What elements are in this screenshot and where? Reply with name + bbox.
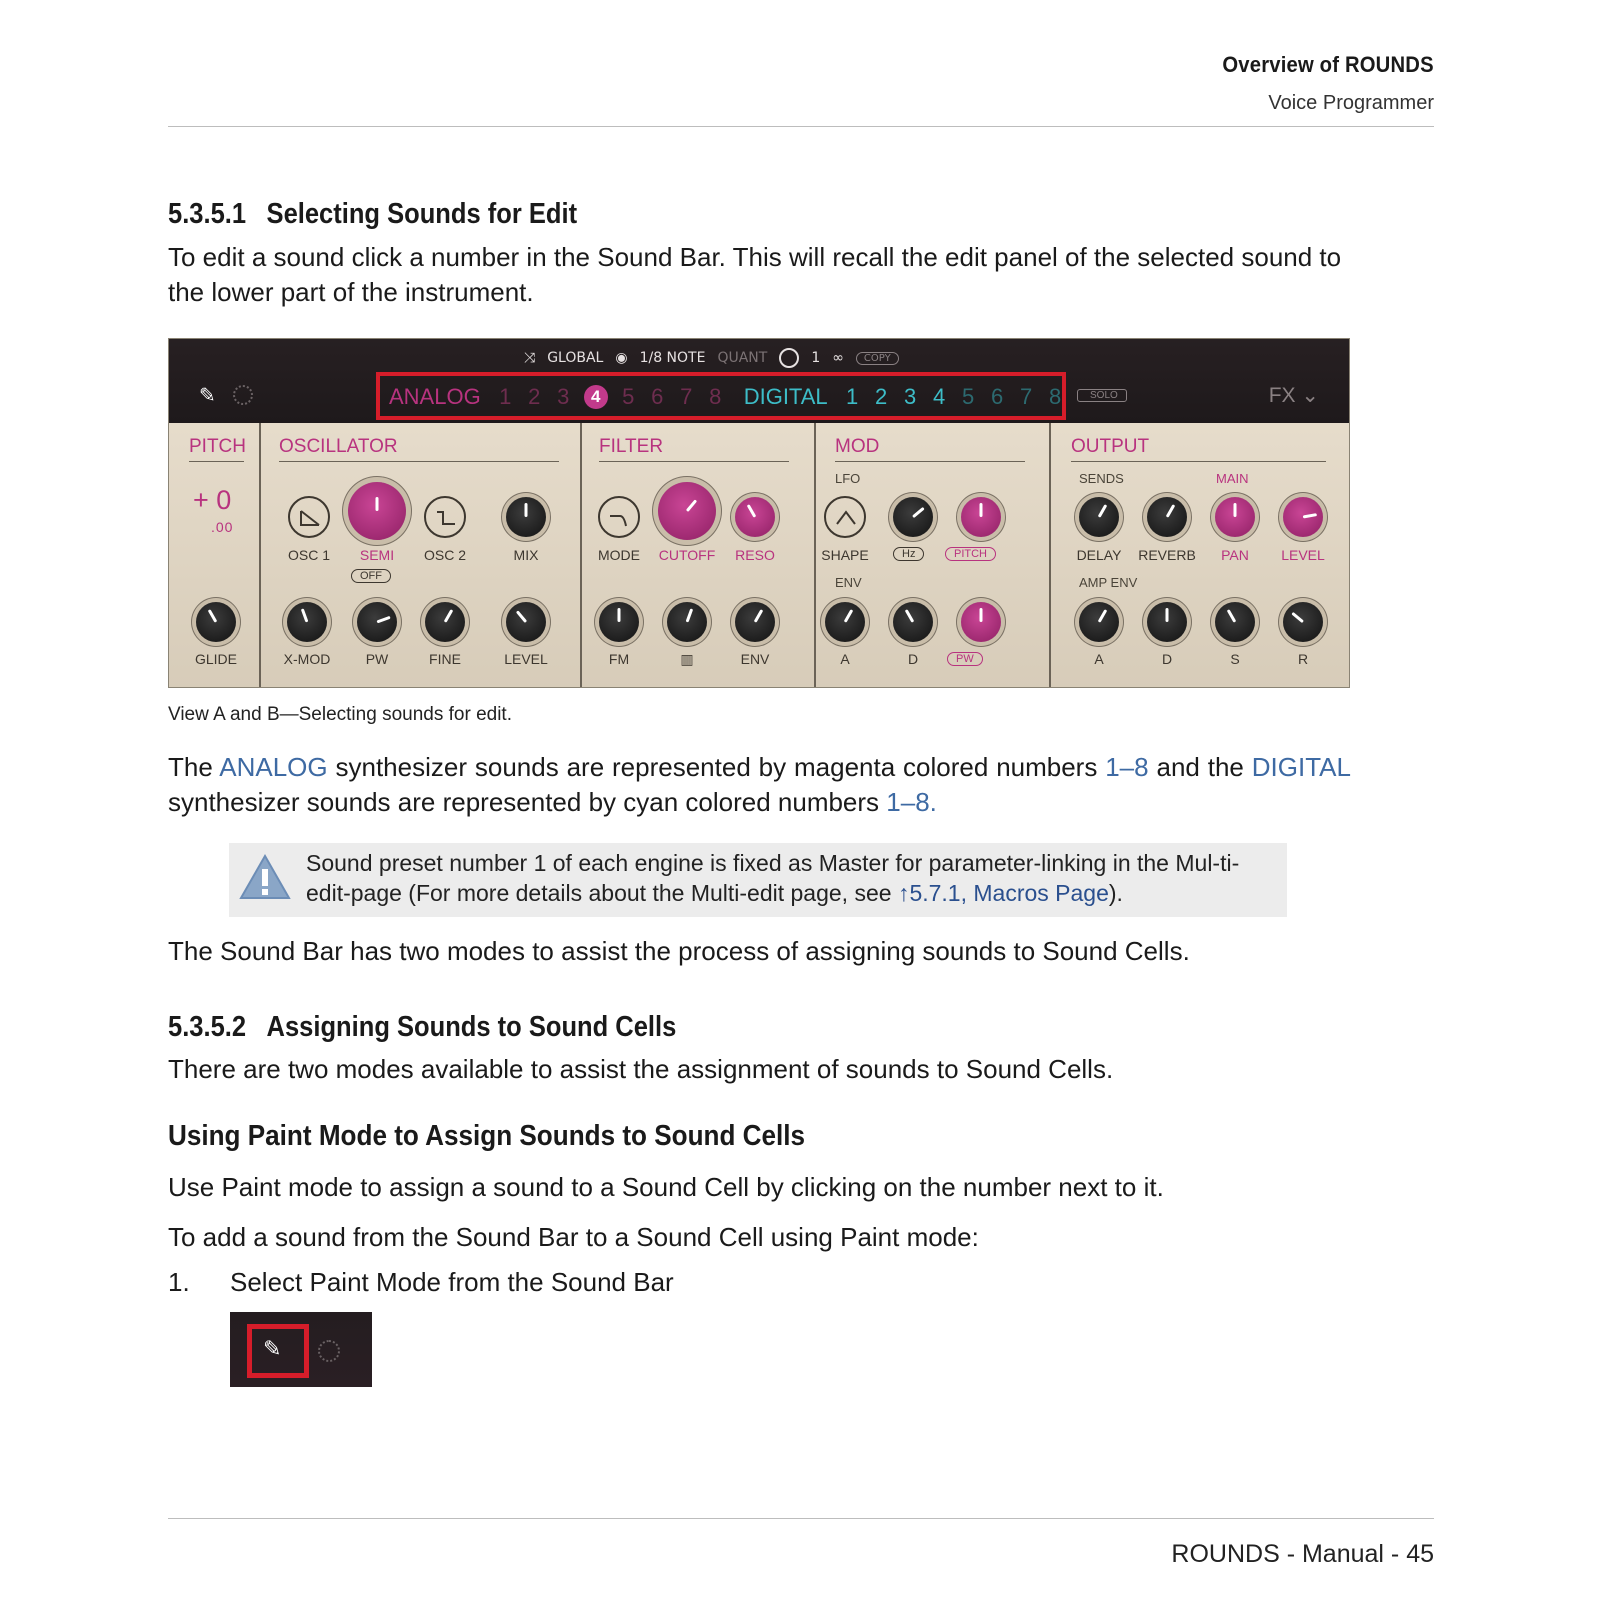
shuffle-icon: ⤨	[524, 350, 536, 366]
solo-button[interactable]: SOLO	[1077, 389, 1127, 402]
output-level-knob[interactable]	[1283, 497, 1323, 537]
xmod-label: X-MOD	[283, 651, 331, 667]
analog-sound-8[interactable]: 8	[709, 384, 722, 409]
cutoff-label: CUTOFF	[658, 547, 716, 563]
osc1-label: OSC 1	[287, 547, 331, 563]
footer-divider	[168, 1518, 1434, 1519]
sound-bar-modes-paragraph: The Sound Bar has two modes to assist the process of assigning sounds to Sound Cells.	[168, 936, 1190, 966]
digital-term: DIGITAL	[1251, 752, 1350, 782]
global-row	[524, 345, 899, 371]
pitch-title: PITCH	[189, 436, 246, 457]
text: synthesizer sounds are represented by cyan colored numbers	[168, 787, 887, 817]
keytrack-knob[interactable]	[667, 602, 707, 642]
analog-sound-3[interactable]: 3	[557, 384, 570, 409]
reverb-knob[interactable]	[1147, 497, 1187, 537]
delay-knob[interactable]	[1079, 497, 1119, 537]
digital-sound-7[interactable]: 7	[1020, 384, 1033, 409]
analog-sound-6[interactable]: 6	[651, 384, 664, 409]
xmod-knob[interactable]	[287, 602, 327, 642]
output-level-label: LEVEL	[1281, 547, 1325, 563]
sends-label: SENDS	[1079, 471, 1124, 486]
mode-label: MODE	[598, 547, 640, 563]
filter-env-knob[interactable]	[735, 602, 775, 642]
chevron-down-icon: ⌄	[1301, 384, 1319, 407]
shape-label: SHAPE	[821, 547, 869, 563]
amp-release-knob[interactable]	[1283, 602, 1323, 642]
title-rule	[835, 461, 1025, 462]
text: ).	[1108, 880, 1123, 906]
filter-title: FILTER	[599, 436, 664, 457]
mod-attack-knob[interactable]	[825, 602, 865, 642]
digital-sound-8[interactable]: 8	[1049, 384, 1062, 409]
pitch-fine-value[interactable]: .00	[211, 519, 234, 535]
pan-knob[interactable]	[1215, 497, 1255, 537]
pitch-target-button[interactable]: PITCH	[945, 547, 996, 561]
osc1-saw-wave-icon[interactable]	[288, 496, 330, 538]
mod-pw-knob[interactable]	[961, 602, 1001, 642]
osc2-square-wave-icon[interactable]	[424, 496, 466, 538]
title-rule	[599, 461, 789, 462]
lfo-label: LFO	[835, 471, 861, 486]
paint-brush-icon[interactable]: ✎	[199, 385, 216, 407]
analog-sound-5[interactable]: 5	[622, 384, 635, 409]
text: Sound preset number 1 of each engine is fixed as Master for parameter-linking in the Mul-ti-edit-page (For more details about the Multi-edit page, see	[306, 850, 1240, 906]
paint-mode-screenshot	[230, 1312, 372, 1387]
global-label: GLOBAL	[547, 350, 604, 366]
sync-off-button[interactable]: OFF	[351, 569, 391, 583]
keyboard-icon: ▥	[680, 651, 694, 667]
section-heading-5-3-5-2	[168, 1011, 676, 1044]
delay-label: DELAY	[1076, 547, 1122, 563]
step-1	[168, 1265, 1350, 1300]
step-text: Select Paint Mode from the Sound Bar	[230, 1267, 674, 1297]
pw-target-button[interactable]: PW	[947, 652, 983, 666]
subsection-heading: Using Paint Mode to Assign Sounds to Sound Cells	[168, 1120, 806, 1152]
section-title: Selecting Sounds for Edit	[266, 198, 578, 230]
reverb-label: REVERB	[1138, 547, 1196, 563]
copy-button[interactable]: COPY	[856, 352, 899, 365]
digital-sound-1[interactable]: 1	[846, 384, 859, 409]
header-chapter-title: Overview of ROUNDS	[1222, 52, 1434, 77]
digital-sound-5[interactable]: 5	[962, 384, 975, 409]
title-rule	[279, 461, 559, 462]
sound-bar	[389, 377, 1064, 417]
main-label: MAIN	[1216, 471, 1249, 486]
digital-sound-3[interactable]: 3	[904, 384, 917, 409]
title-rule	[189, 461, 244, 462]
glide-label: GLIDE	[194, 651, 238, 667]
reso-knob[interactable]	[735, 497, 775, 537]
lfo-shape-triangle-icon[interactable]	[824, 496, 866, 538]
random-mode-icon[interactable]	[233, 385, 253, 405]
warning-note	[229, 843, 1287, 917]
analog-sound-2[interactable]: 2	[528, 384, 541, 409]
paint-mode-paragraph-2: To add a sound from the Sound Bar to a Sound Cell using Paint mode:	[168, 1222, 979, 1252]
quant-label: QUANT	[717, 350, 768, 366]
note-label: 1/8 NOTE	[639, 350, 706, 366]
random-mode-icon[interactable]	[318, 1340, 340, 1362]
osc-level-label: LEVEL	[504, 651, 548, 667]
quant-value: 1	[811, 350, 821, 366]
digital-sound-6[interactable]: 6	[991, 384, 1004, 409]
mod-title: MOD	[835, 436, 880, 457]
color-explanation-paragraph	[168, 750, 1350, 820]
osc2-label: OSC 2	[423, 547, 467, 563]
pan-label: PAN	[1221, 547, 1249, 563]
section2-intro: There are two modes available to assist the assignment of sounds to Sound Cells.	[168, 1054, 1114, 1084]
quant-knob-icon[interactable]	[779, 348, 799, 368]
env-mod-label: ENV	[835, 575, 862, 590]
oscillator-title: OSCILLATOR	[279, 436, 398, 457]
note-text	[306, 848, 1274, 908]
section-divider	[1049, 423, 1051, 688]
amp-r-label: R	[1297, 651, 1309, 667]
analog-sound-7[interactable]: 7	[680, 384, 693, 409]
analog-sound-4-selected[interactable]: 4	[584, 385, 608, 409]
mod-decay-knob[interactable]	[893, 602, 933, 642]
pw-label: PW	[365, 651, 389, 667]
section-number: 5.3.5.1	[168, 198, 247, 230]
page-footer: ROUNDS - Manual - 45	[1171, 1540, 1434, 1568]
header-section-title: Voice Programmer	[1268, 92, 1434, 114]
section-divider	[580, 423, 582, 688]
fine-label: FINE	[429, 651, 461, 667]
output-title: OUTPUT	[1071, 436, 1150, 457]
cutoff-knob[interactable]	[658, 482, 716, 540]
section-number: 5.3.5.2	[168, 1011, 247, 1043]
pitch-value[interactable]: + 0	[193, 485, 232, 515]
title-rule	[1071, 461, 1326, 462]
fine-knob[interactable]	[425, 602, 465, 642]
lfo-rate-knob[interactable]	[893, 497, 933, 537]
filter-mode-icon[interactable]	[598, 496, 640, 538]
amp-sustain-knob[interactable]	[1215, 602, 1255, 642]
section-divider	[814, 423, 816, 688]
mix-knob[interactable]	[506, 497, 546, 537]
digital-sound-2[interactable]: 2	[875, 384, 888, 409]
mod-a-label: A	[840, 651, 850, 667]
reso-label: RESO	[735, 547, 775, 563]
macros-page-link[interactable]: ↑5.7.1, Macros Page	[897, 880, 1109, 906]
text: synthesizer sounds are represented by magenta colored numbers	[327, 752, 1106, 782]
mod-d-label: D	[907, 651, 919, 667]
osc-level-knob[interactable]	[506, 602, 546, 642]
section-divider	[259, 423, 261, 688]
play-icon: ◉	[615, 350, 628, 366]
amp-env-label: AMP ENV	[1079, 575, 1138, 590]
lfo-pitch-knob[interactable]	[961, 497, 1001, 537]
synth-screenshot	[168, 338, 1350, 688]
fx-label: FX	[1268, 384, 1296, 407]
amp-a-label: A	[1094, 651, 1104, 667]
digital-sound-4[interactable]: 4	[933, 384, 946, 409]
figure-caption: View A and B—Selecting sounds for edit.	[168, 704, 512, 725]
semi-label: SEMI	[359, 547, 395, 563]
header-divider	[168, 126, 1434, 127]
section-heading-5-3-5-1	[168, 198, 577, 231]
amp-decay-knob[interactable]	[1147, 602, 1187, 642]
pw-knob[interactable]	[357, 602, 397, 642]
mix-label: MIX	[513, 547, 539, 563]
fx-dropdown[interactable]	[1269, 383, 1319, 408]
warning-icon	[239, 853, 291, 901]
infinity-icon[interactable]: ∞	[832, 350, 844, 366]
analog-label: ANALOG	[389, 384, 481, 409]
amp-attack-knob[interactable]	[1079, 602, 1119, 642]
digital-range: 1–8.	[886, 787, 937, 817]
analog-sound-1[interactable]: 1	[499, 384, 512, 409]
text: The	[168, 752, 220, 782]
hz-button[interactable]: Hz	[893, 547, 924, 561]
paint-mode-paragraph-1: Use Paint mode to assign a sound to a Sound Cell by clicking on the number next to it.	[168, 1172, 1164, 1202]
digital-label: DIGITAL	[743, 384, 828, 409]
section1-intro: To edit a sound click a number in the Sound Bar. This will recall the edit panel of the selected sound to the lower part of the instrument.	[168, 242, 1342, 307]
amp-s-label: S	[1230, 651, 1240, 667]
paint-brush-icon[interactable]: ✎	[263, 1336, 282, 1361]
glide-knob[interactable]	[196, 602, 236, 642]
text: and the	[1148, 752, 1252, 782]
amp-d-label: D	[1161, 651, 1173, 667]
section-title: Assigning Sounds to Sound Cells	[266, 1011, 677, 1043]
filter-env-label: ENV	[740, 651, 770, 667]
step-number: 1.	[168, 1267, 190, 1297]
fm-knob[interactable]	[599, 602, 639, 642]
analog-range: 1–8	[1105, 752, 1149, 782]
semi-knob[interactable]	[348, 482, 406, 540]
analog-term: ANALOG	[219, 752, 328, 782]
fm-label: FM	[608, 651, 630, 667]
